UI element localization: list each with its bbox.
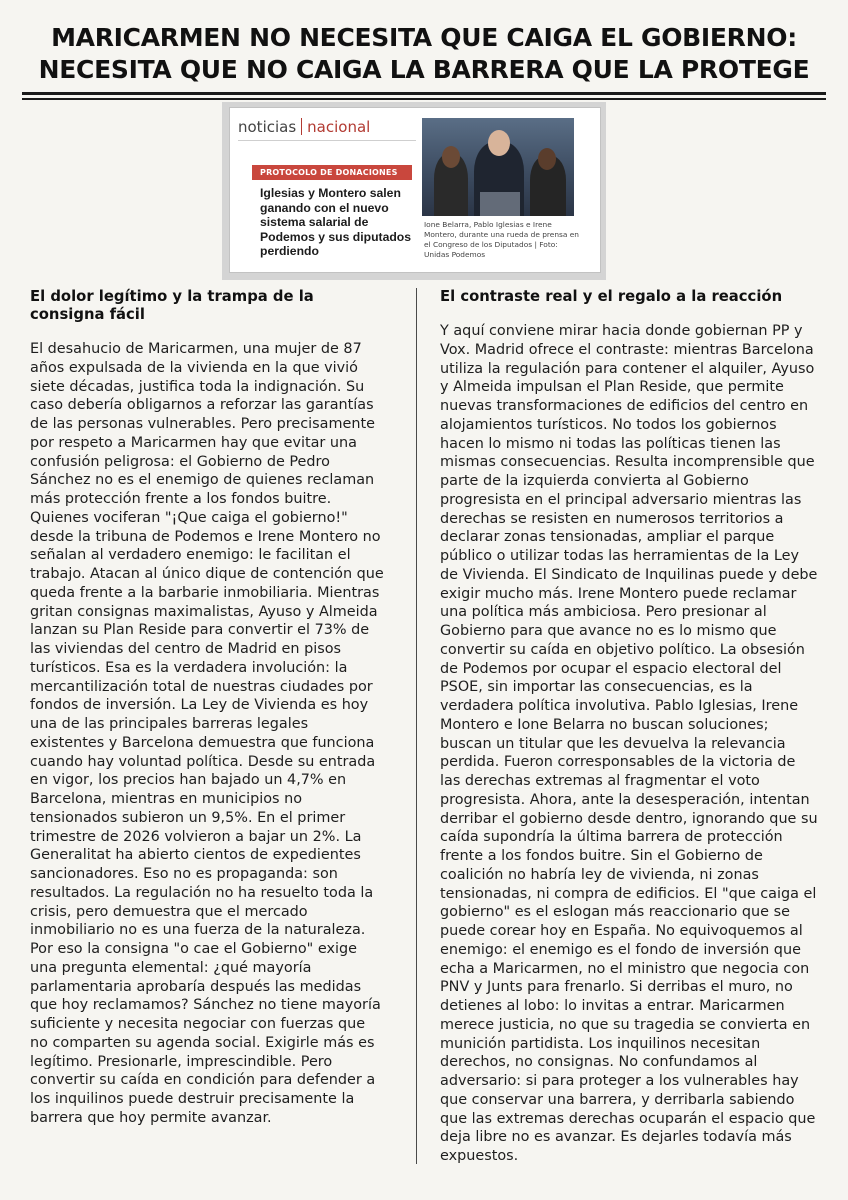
right-column-body: Y aquí conviene mirar hacia donde gobiernan PP y Vox. Madrid ofrece el contraste: mientras Barcelona utiliza la regulación para contener el alquiler, Ayuso y Almeida impulsan el Plan Reside, que permite nuevas transformaciones de edificios del centro en alojamientos turísticos. No todos los gobiernos hacen lo mismo ni todas las políticas tienen las mismas consecuencias. Resulta incomprensible que parte de la izquierda convierta al Gobierno progresista en el principal adversario mientras las derechas se resisten en numerosos territorios a declarar zonas tensionadas, ampliar el parque público o utilizar todas las herramientas de la Ley de Vivienda. El Sindicato de Inquilinas puede y debe exigir mucho más. Irene Montero puede reclamar una política más ambiciosa. Pero presionar al Gobierno para que avance no es lo mismo que convertir su caída en objetivo político. La obsesión de Podemos por ocupar el espacio electoral del PSOE, sin importar las consecuencias, es la verdadera política involutiva. Pablo Iglesias, Irene Montero e Ione Belarra no buscan soluciones; buscan un titular que les devuelva la relevancia perdida. Fueron corresponsables de la victoria de las derechas extremas al fragmentar el voto progresista. Ahora, ante la desesperación, intentan derribar el gobierno desde dentro, ignorando que su caída supondría la última barrera de protección frente a los fondos buitre. Sin el Gobierno de coalición no habría ley de vivienda, ni zonas tensionadas, ni compra de edificios. El "que caiga el gobierno" es el eslogan más reaccionario que se puede corear hoy en España. No equivoquemos al enemigo: el enemigo es el fondo de inversión que echa a Maricarmen, no el ministro que negocia con PNV y Junts para frenarlo. Si derribas el muro, no detienes al lobo: lo invitas a entrar. Maricarmen merece justicia, no que su tragedia se convierta en munición partidista. Los inquilinos necesitan derechos, no consignas. No confundamos al adversario: si para proteger a los vulnerables hay que conservar una barrera, y derribarla sabiendo que las extremas derechas ocuparán el espacio que deja libre no es avanzar. Es dejarles todavía más expuestos. [440,323,818,1164]
left-column-body: El desahucio de Maricarmen, una mujer de 87 años expulsada de la vivienda en la que vivió siete décadas, justifica toda la indignación. Su caso debería obligarnos a reforzar las garantías de las personas vulnerables. Pero precisamente por respeto a Maricarmen hay que evitar una confusión peligrosa: el Gobierno de Pedro Sánchez no es el enemigo de quienes reclaman más protección frente a los fondos buitre. Quienes vociferan "¡Que caiga el gobierno!" desde la tribuna de Podemos e Irene Montero no señalan al verdadero enemigo: le facilitan el trabajo. Atacan al único dique de contención que queda frente a la barbarie inmobiliaria. Mientras gritan consignas maximalistas, Ayuso y Almeida lanzan su Plan Reside para convertir el 73% de las viviendas del centro de Madrid en pisos turísticos. Esa es la verdadera involución: la mercantilización total de nuestras ciudades por fondos de inversión. La Ley de Vivienda es hoy una de las principales barreras legales existentes y Barcelona demuestra que funciona cuando hay voluntad política. Desde su entrada en vigor, los precios han bajado un 4,7% en Barcelona, mientras en municipios no tensionados subieron un 9,5%. En el primer trimestre de 2026 volvieron a bajar un 2%. La Generalitat ha abierto cientos de expedientes sancionadores. Eso no es propaganda: son resultados. La regulación no ha resuelto toda la crisis, pero demuestra que el mercado inmobiliario no es una fuerza de la naturaleza. Por eso la consigna "o cae el Gobierno" exige una pregunta elemental: ¿qué mayoría parlamentaria aprobaría después las medidas que hoy reclamamos? Sánchez no tiene mayoría suficiente y necesita negociar con fuerzas que no comparten su agenda social. Exigirle más es legítimo. Presionarle, imprescindible. Pero convertir su caída en condición para defender a los inquilinos puede destruir precisamente la barrera que hoy permite avanzar. [30,341,384,1126]
right-column-heading: El contraste real y el regalo a la reacción [440,288,783,305]
left-column-heading: El dolor legítimo y la trampa de la consigna fácil [30,288,314,323]
page-title [0,22,848,86]
title-line-2: NECESITA QUE NO CAIGA LA BARRERA QUE LA PROTEGE [38,55,810,84]
photo-lectern [480,192,520,216]
column-divider [416,288,417,1164]
news-headline: Iglesias y Montero salen ganando con el nuevo sistema salarial de Podemos y sus diputados perdiendo [260,186,412,259]
photo-head-right [538,148,556,170]
left-column [30,288,386,1128]
news-section: nacional [307,118,371,136]
brand-underline [238,140,416,141]
right-column [440,288,818,1166]
news-brand-name: noticias [238,118,297,136]
title-line-1: MARICARMEN NO NECESITA QUE CAIGA EL GOBIERNO: [51,23,797,52]
news-photo-caption: Ione Belarra, Pablo Iglesias e Irene Montero, durante una rueda de prensa en el Congreso de los Diputados | Foto: Unidas Podemos [424,220,579,259]
news-tag: PROTOCOLO DE DONACIONES [252,165,412,180]
photo-head-left [442,146,460,168]
title-rule-thin [22,98,826,100]
photo-head-center [488,130,510,156]
brand-separator [301,118,302,135]
news-clipping-card [230,108,600,272]
news-brand [238,118,370,136]
news-photo [422,118,574,216]
title-rule-thick [22,92,826,95]
news-clipping [222,102,606,280]
